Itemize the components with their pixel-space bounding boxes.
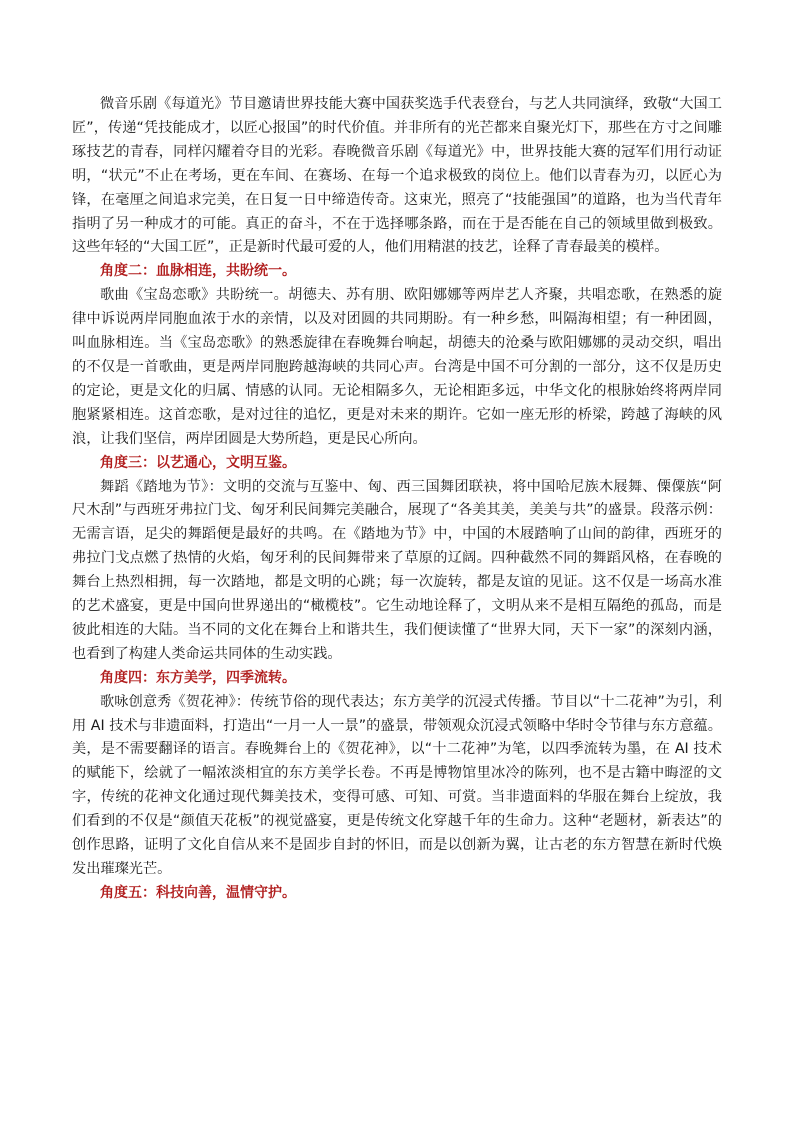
- document-page: [72, 93, 722, 906]
- paragraph-cross-strait: 歌曲《宝岛恋歌》共盼统一。胡德夫、苏有朋、欧阳娜娜等两岸艺人齐聚，共唱恋歌，在熟悉的旋律中诉说两岸同胞血浓于水的亲情，以及对团圆的共同期盼。有一种乡愁，叫隔海相望；有一种团圆，叫血脉相连。当《宝岛恋歌》的熟悉旋律在春晚舞台响起，胡德夫的沧桑与欧阳娜娜的灵动交织，唱出的不仅是一首歌曲，更是两岸同胞跨越海峡的共同心声。台湾是中国不可分割的一部分，这不仅是历史的定论，更是文化的归属、情感的认同。无论相隔多久，无论相距多远，中华文化的根脉始终将两岸同胞紧紧相连。这首恋歌，是对过往的追忆，更是对未来的期许。它如一座无形的桥梁，跨越了海峡的风浪，让我们坚信，两岸团圆是大势所趋，更是民心所向。: [72, 287, 722, 447]
- heading-angle-2: 角度二：血脉相连，共盼统一。: [100, 263, 296, 280]
- heading-angle-3: 角度三：以艺通心，文明互鉴。: [100, 454, 296, 471]
- paragraph-dance: 舞蹈《踏地为节》：文明的交流与互鉴中、匈、西三国舞团联袂，将中国哈尼族木屐舞、傈僳族“阿尺木刮”与西班牙弗拉门戈、匈牙利民间舞完美融合，展现了“各美其美，美美与共”的盛景。段落示例：无需言语，足尖的舞蹈便是最好的共鸣。在《踏地为节》中，中国的木屐踏响了山间的韵律，西班牙的弗拉门戈点燃了热情的火焰，匈牙利的民间舞带来了草原的辽阔。四种截然不同的舞蹈风格，在春晚的舞台上热烈相拥，每一次踏地，都是文明的心跳；每一次旋转，都是友谊的见证。这不仅是一场高水准的艺术盛宴，更是中国向世界递出的“橄榄枝”。它生动地诠释了，文明从来不是相互隔绝的孤岛，而是彼此相连的大陆。当不同的文化在舞台上和谐共生，我们便读懂了“世界大同，天下一家”的深刻内涵，也看到了构建人类命运共同体的生动实践。: [72, 478, 722, 662]
- paragraph-craftsmen: 微音乐剧《每道光》节目邀请世界技能大赛中国获奖选手代表登台，与艺人共同演绎，致敬“大国工匠”，传递“凭技能成才，以匠心报国”的时代价值。并非所有的光芒都来自聚光灯下，那些在方寸之间雕琢技艺的青春，同样闪耀着夺目的光彩。春晚微音乐剧《每道光》中，世界技能大赛的冠军们用行动证明，“状元”不止在考场，更在车间、在赛场、在每一个追求极致的岗位上。他们以青春为刃，以匠心为锋，在毫厘之间追求完美，在日复一日中缔造传奇。这束光，照亮了“技能强国”的道路，也为当代青年指明了另一种成才的可能。真正的奋斗，不在于选择哪条路，而在于是否能在自己的领域里做到极致。这些年轻的“大国工匠”，正是新时代最可爱的人，他们用精湛的技艺，诠释了青春最美的模样。: [72, 96, 722, 256]
- heading-angle-5: 角度五：科技向善，温情守护。: [100, 884, 296, 901]
- paragraph-flower-gods: 歌咏创意秀《贺花神》：传统节俗的现代表达；东方美学的沉浸式传播。节目以“十二花神”为引，利用 AI 技术与非遗面料，打造出“一月一人一景”的盛景，带领观众沉浸式领略中华时令节律与东方意蕴。美，是不需要翻译的语言。春晚舞台上的《贺花神》，以“十二花神”为笔，以四季流转为墨，在 AI 技术的赋能下，绘就了一幅浓淡相宜的东方美学长卷。不再是博物馆里冰冷的陈列，也不是古籍中晦涩的文字，传统的花神文化通过现代舞美技术，变得可感、可知、可赏。当非遗面料的华服在舞台上绽放，我们看到的不仅是“颜值天花板”的视觉盛宴，更是传统文化穿越千年的生命力。这种“老题材，新表达”的创作思路，证明了文化自信从来不是固步自封的怀旧，而是以创新为翼，让古老的东方智慧在新时代焕发出璀璨光芒。: [72, 693, 722, 877]
- heading-angle-4: 角度四：东方美学，四季流转。: [100, 669, 296, 686]
